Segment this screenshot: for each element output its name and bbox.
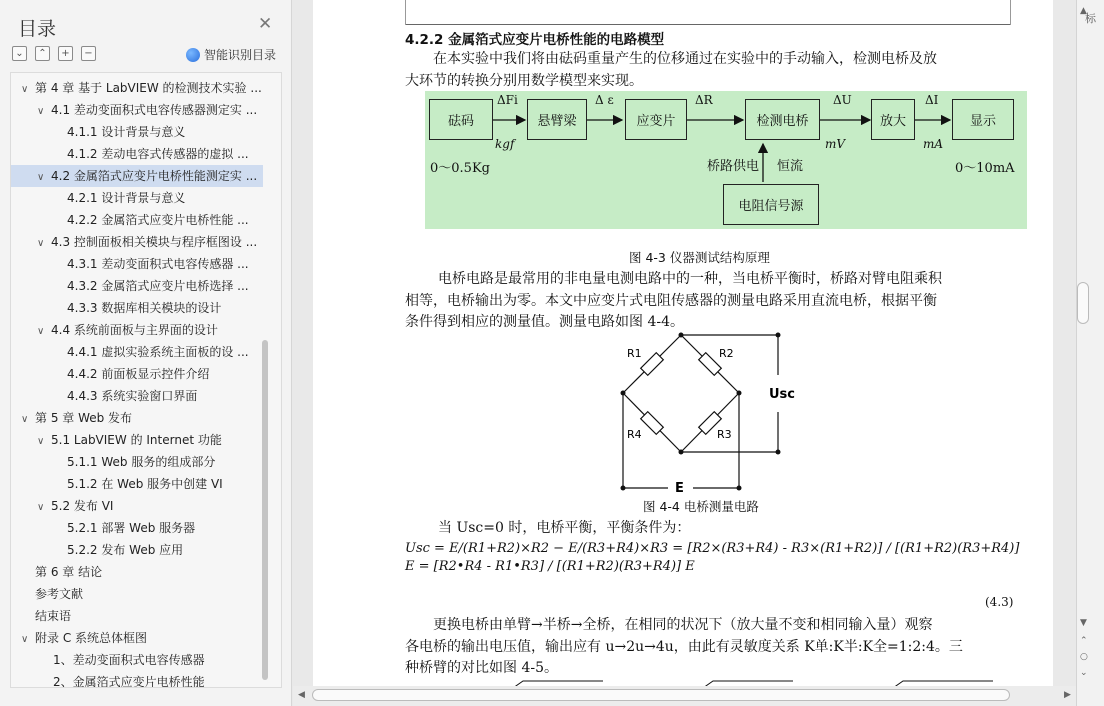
block-resistance-source: 电阻信号源 [723, 184, 819, 225]
arrow-label: Δ ε [595, 93, 614, 107]
toc-header [0, 0, 292, 70]
toc-item-label: 第 4 章 基于 LabVIEW 的检测技术实验 ... [35, 81, 262, 95]
toc-item[interactable] [11, 341, 263, 363]
toc-item-label: 4.1 差动变面积式电容传感器测定实 ... [51, 103, 258, 117]
label-e: E [675, 481, 684, 495]
next-page-icon[interactable]: ⌄ [1080, 668, 1088, 678]
toc-item-label: 4.3.1 差动变面积式电容传感器 ... [67, 257, 249, 271]
bridge-circuit-diagram [613, 330, 823, 495]
toc-item[interactable] [11, 473, 263, 495]
toc-item-label: 5.1 LabVIEW 的 Internet 功能 [51, 433, 222, 447]
toc-item-label: 第 5 章 Web 发布 [35, 411, 133, 425]
toc-item[interactable] [11, 561, 263, 583]
toc-item[interactable] [11, 539, 263, 561]
range-label: 0～10mA [955, 161, 1015, 176]
toc-item-label: 5.2.1 部署 Web 服务器 [67, 521, 196, 535]
chevron-down-icon[interactable]: ∨ [21, 84, 29, 95]
block-weight: 砝码 [429, 99, 493, 140]
chevron-down-icon[interactable]: ∨ [37, 172, 45, 183]
toc-item[interactable] [11, 209, 263, 231]
header-tick [405, 0, 406, 25]
add-heading-icon[interactable]: + [58, 46, 73, 61]
figure-4-5-partial [493, 678, 1013, 686]
toc-item-label: 5.1.2 在 Web 服务中创建 VI [67, 477, 223, 491]
remove-heading-icon[interactable]: − [81, 46, 96, 61]
vertical-scrollbar-thumb[interactable] [1077, 282, 1089, 324]
paragraph-line: 大环节的转换分别用数学模型来实现。 [405, 73, 643, 89]
toc-item[interactable] [11, 583, 263, 605]
label-r2: R2 [719, 347, 734, 360]
toc-item-label: 参考文献 [35, 587, 84, 601]
smart-toc-button[interactable] [186, 46, 276, 63]
collapse-all-icon[interactable]: ⌃ [35, 46, 50, 61]
toc-item[interactable] [11, 231, 263, 253]
toc-scrollbar[interactable] [262, 340, 268, 680]
label-r4: R4 [627, 428, 642, 441]
toc-item-label: 附录 C 系统总体框图 [35, 631, 148, 645]
arrow-label: ΔFi [497, 93, 518, 107]
label-r3: R3 [717, 428, 732, 441]
toc-item-label: 4.4 系统前面板与主界面的设计 [51, 323, 218, 337]
expand-all-icon[interactable]: ⌄ [12, 46, 27, 61]
toc-item[interactable] [11, 319, 263, 341]
paragraph-line: 条件得到相应的测量值。测量电路如图 4-4。 [405, 314, 684, 330]
toc-item[interactable] [11, 605, 263, 627]
toc-item-label: 1、差动变面积式电容传感器 [53, 653, 205, 667]
arrow-label: ΔR [695, 93, 713, 107]
toc-pane [0, 0, 292, 706]
prev-page-icon[interactable]: ⌃ [1080, 636, 1088, 646]
paragraph-line: 当 Usc=0 时，电桥平衡，平衡条件为： [438, 520, 691, 536]
toc-item-label: 2、金属箔式应变片电桥性能 [53, 675, 205, 688]
arrow-label: ΔI [925, 93, 939, 107]
scroll-up-icon[interactable]: ▲ [1080, 6, 1087, 16]
paragraph-line: 各电桥的输出电压值，输出应有 u→2u→4u，由此有灵敏度关系 K单:K半:K全=1:2:4。三 [405, 639, 963, 655]
scroll-right-icon[interactable]: ▶ [1064, 690, 1071, 700]
supply-label: 恒流 [777, 159, 804, 174]
toc-item-label: 5.2.2 发布 Web 应用 [67, 543, 184, 557]
toc-item-label: 结束语 [35, 609, 72, 623]
paragraph-line: 相等，电桥输出为零。本文中应变片式电阻传感器的测量电路采用直流电桥，根据平衡 [405, 293, 937, 309]
header-rule [405, 24, 1011, 25]
toc-item-label: 4.4.2 前面板显示控件介绍 [67, 367, 210, 381]
equation: Usc = E/(R1+R2)×R2 − E/(R3+R4)×R3 = [R2×(R3+R4) - R3×(R1+R2)] / [(R1+R2)(R3+R4)] E = [R2•R4 - R1•R3] / [(R1+R2)(R3+R4)] E [405, 541, 1020, 574]
chevron-down-icon[interactable]: ∨ [37, 106, 45, 117]
toc-toolbar [12, 46, 96, 61]
arrow-label: ΔU [833, 93, 852, 107]
instrument-block-diagram [425, 91, 1027, 229]
toc-item-label: 4.1.1 设计背景与意义 [67, 125, 186, 139]
label-r1: R1 [627, 347, 642, 360]
toc-item-label: 4.2.2 金属箔式应变片电桥性能 ... [67, 213, 249, 227]
toc-item-label: 5.2 发布 VI [51, 499, 114, 513]
toc-item[interactable] [11, 495, 263, 517]
chevron-down-icon[interactable]: ∨ [37, 436, 45, 447]
toc-item-label: 5.1.1 Web 服务的组成部分 [67, 455, 216, 469]
toc-item[interactable] [11, 121, 263, 143]
paragraph-line: 电桥电路是最常用的非电量电测电路中的一种，当电桥平衡时，桥路对臂电阻乘积 [438, 271, 942, 287]
close-icon[interactable]: ✕ [258, 14, 273, 34]
right-side-panel [1076, 0, 1104, 706]
toc-item-label: 4.3 控制面板相关模块与程序框图设 ... [51, 235, 258, 249]
toc-item[interactable] [11, 363, 263, 385]
scroll-down-icon[interactable]: ▼ [1080, 618, 1087, 628]
supply-label: 桥路供电 [707, 159, 760, 174]
toc-item[interactable] [11, 187, 263, 209]
unit-label: mA [923, 137, 944, 151]
toc-item[interactable] [11, 253, 263, 275]
document-viewport [293, 0, 1076, 686]
chevron-down-icon[interactable]: ∨ [37, 238, 45, 249]
toc-item-label: 4.4.1 虚拟实验系统主面板的设 ... [67, 345, 249, 359]
toc-list [10, 72, 282, 688]
unit-label: mV [825, 137, 846, 151]
toc-item-label: 4.4.3 系统实验窗口界面 [67, 389, 198, 403]
toc-item[interactable] [11, 77, 263, 99]
toc-item[interactable] [11, 671, 263, 688]
ai-assistant-icon [186, 48, 200, 62]
toc-item-label: 4.1.2 差动电容式传感器的虚拟 ... [67, 147, 249, 161]
toc-item[interactable] [11, 165, 263, 187]
toc-item-label: 4.3.2 金属箔式应变片电桥选择 ... [67, 279, 249, 293]
toc-item[interactable] [11, 407, 263, 429]
block-display: 显示 [952, 99, 1014, 140]
paragraph-line: 在本实验中我们将由砝码重量产生的位移通过在实验中的手动输入，检测电桥及放 [433, 51, 937, 67]
chevron-down-icon[interactable]: ∨ [21, 414, 29, 425]
paragraph-line: 种桥臂的对比如图 4-5。 [405, 660, 558, 676]
toc-item-label: 4.2.1 设计背景与意义 [67, 191, 186, 205]
toc-item[interactable] [11, 297, 263, 319]
horizontal-scrollbar-thumb[interactable] [312, 689, 1010, 701]
toc-item[interactable] [11, 99, 263, 121]
scroll-left-icon[interactable]: ◀ [298, 690, 305, 700]
range-label: 0～0.5Kg [430, 161, 490, 176]
header-tick [1010, 0, 1011, 25]
toc-item-label: 第 6 章 结论 [35, 565, 103, 579]
toc-item[interactable] [11, 517, 263, 539]
toc-item[interactable] [11, 385, 263, 407]
label-usc: Usc [769, 387, 795, 402]
toc-item-label: 4.2 金属箔式应变片电桥性能测定实 ... [51, 169, 258, 183]
figure-caption: 图 4-3 仪器测试结构原理 [629, 250, 770, 265]
chevron-down-icon[interactable]: ∨ [21, 634, 29, 645]
figure-caption: 图 4-4 电桥测量电路 [643, 499, 759, 514]
equation-number: (4.3) [985, 595, 1014, 609]
chevron-down-icon[interactable]: ∨ [37, 502, 45, 513]
toc-item[interactable] [11, 627, 263, 649]
toc-item[interactable] [11, 275, 263, 297]
toc-item[interactable] [11, 451, 263, 473]
toc-item[interactable] [11, 649, 263, 671]
section-heading: 4.2.2 金属箔式应变片电桥性能的电路模型 [405, 32, 665, 48]
side-panel-label: 标 [1085, 12, 1096, 25]
unit-label: kgf [495, 137, 515, 151]
toc-item[interactable] [11, 143, 263, 165]
chevron-down-icon[interactable]: ∨ [37, 326, 45, 337]
smart-toc-label: 智能识别目录 [204, 48, 277, 62]
page-dot-icon[interactable]: ○ [1080, 652, 1088, 662]
block-detection-bridge: 检测电桥 [745, 99, 820, 140]
paragraph-line: 更换电桥由单臂→半桥→全桥，在相同的状况下（放大量不变和相同输入量）观察 [433, 617, 933, 633]
toc-item-label: 4.3.3 数据库相关模块的设计 [67, 301, 222, 315]
block-amplifier: 放大 [871, 99, 915, 140]
document-page [313, 0, 1053, 686]
block-cantilever: 悬臂梁 [527, 99, 587, 140]
block-strain-gauge: 应变片 [625, 99, 687, 140]
toc-title: 目录 [18, 18, 57, 40]
toc-item[interactable] [11, 429, 263, 451]
